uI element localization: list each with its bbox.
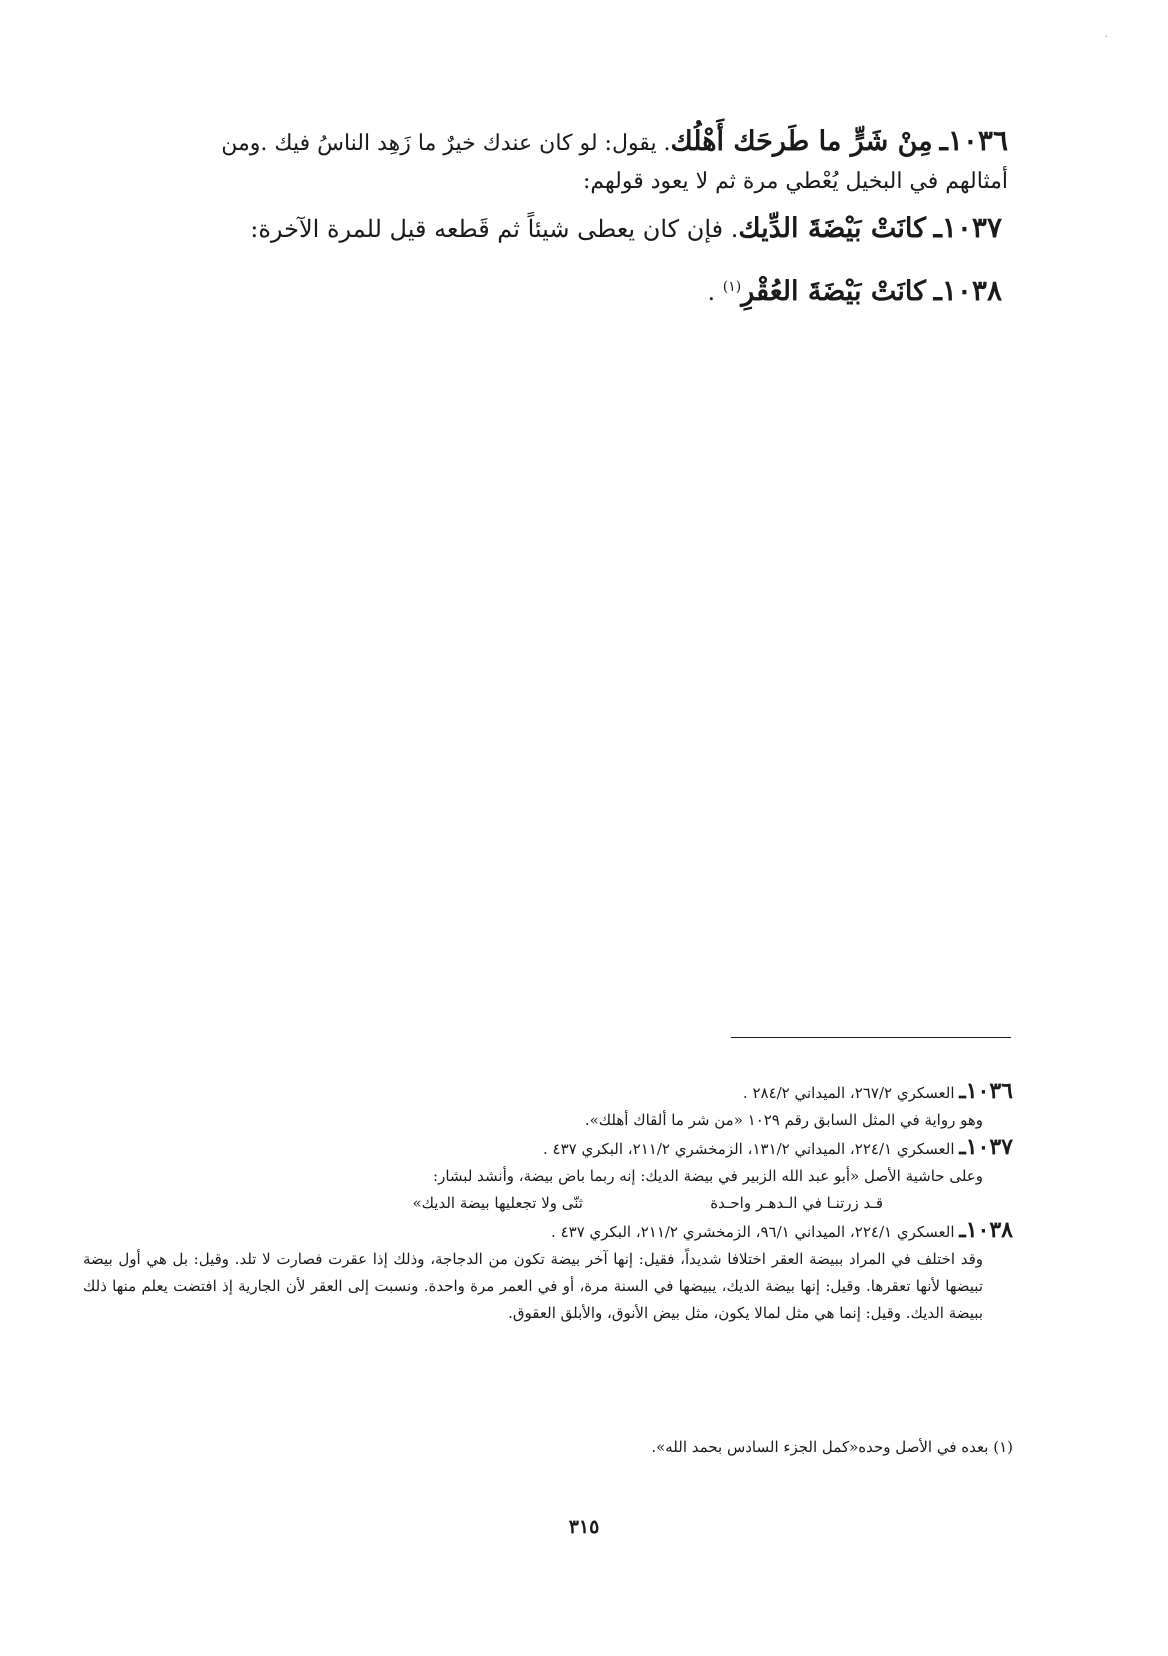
- note-1036-detail: وهو رواية في المثل السابق رقم ١٠٢٩ «من شر ما ألقاك أهلك».: [584, 1111, 983, 1129]
- note-number: ١٠٣٨ـ: [959, 1217, 1013, 1243]
- page-number: ٣١٥: [568, 1516, 600, 1538]
- proverb-1038: [108, 264, 1008, 315]
- note-1037-detail: وعلى حاشية الأصل «أبو عبد الله الزبير في بيضة الديك: إنه ربما باض بيضة، وأنشد لبشار:: [433, 1167, 983, 1185]
- note-1038: [83, 1217, 1013, 1246]
- proverb-number: ١٠٣٧ـ: [933, 211, 1002, 244]
- page-footnote: (١) بعده في الأصل وحده«كمل الجزء السادس بحمد الله».: [651, 1438, 1013, 1456]
- footnote-separator: [731, 1037, 1011, 1038]
- verse-line: [83, 1190, 1013, 1217]
- verse-first-half: قـد زرتنـا في الـدهـر واحـدة: [710, 1194, 883, 1212]
- proverb-1036-line1: [108, 122, 1008, 163]
- main-text: [108, 122, 1008, 315]
- proverb-end: .: [707, 278, 723, 306]
- proverb-1036-line2: أمثالهم في البخيل يُعْطي مرة ثم لا يعود قولهم:: [582, 169, 1008, 194]
- proverb-text: . يقول: لو كان عندك خيرٌ ما زَهِد الناسُ فيك .ومن: [221, 131, 671, 156]
- proverb-title: مِنْ شَرٍّ ما طَرحَك أَهْلُك: [670, 126, 933, 157]
- note-number: ١٠٣٧ـ: [959, 1134, 1013, 1160]
- note-sources: العسكري ٢٢٤/١، الميداني ٩٦/١، الزمخشري ٢١١/٢، البكري ٤٣٧ .: [551, 1223, 955, 1241]
- proverb-number: ١٠٣٦ـ: [939, 124, 1008, 157]
- note-sources: العسكري ٢٢٤/١، الميداني ١٣١/٢، الزمخشري ٢١١/٢، البكري ٤٣٧ .: [542, 1140, 955, 1158]
- note-1036: [83, 1078, 1013, 1107]
- note-number: ١٠٣٦ـ: [959, 1078, 1013, 1104]
- proverb-title: كانَتْ بَيْضَةَ الدِّيك: [738, 213, 926, 244]
- proverb-1037: [108, 205, 1008, 252]
- footnote-marker: (١): [722, 279, 742, 295]
- proverb-text: . فإن كان يعطى شيئاً ثم قَطعه قيل للمرة الآخرة:: [250, 215, 739, 243]
- proverb-title: كانَتْ بَيْضَةَ العُقْرِ: [741, 276, 926, 307]
- note-sources: العسكري ٢٦٧/٢، الميداني ٢٨٤/٢ .: [742, 1084, 955, 1102]
- note-1038-detail: وقد اختلف في المراد ببيضة العقر اختلافا شديداً، فقيل: إنها آخر بيضة تكون من الدجاجة، وذلك إذا عقرت فصارت لا تلد. وقيل: بل هي أول بيضة تبيضها لأنها تعقرها. وقيل: إنها بيضة الديك، يبيضها في السنة مرة، أو في العمر مرة واحدة. ونسبت إلى العقر لأن الجارية إذ افتضت يعلم منها ذلك ببيضة الديك. وقيل: إنما هي مثل لمالا يكون، مثل بيض الأنوق، والأبلق العقوق.: [83, 1250, 983, 1322]
- notes-section: [83, 1078, 1013, 1327]
- scan-mark: ·: [1104, 32, 1108, 43]
- verse-second-half: ثنّى ولا تجعليها بيضة الديك»: [412, 1194, 583, 1212]
- proverb-number: ١٠٣٨ـ: [933, 274, 1002, 307]
- note-1037: [83, 1134, 1013, 1163]
